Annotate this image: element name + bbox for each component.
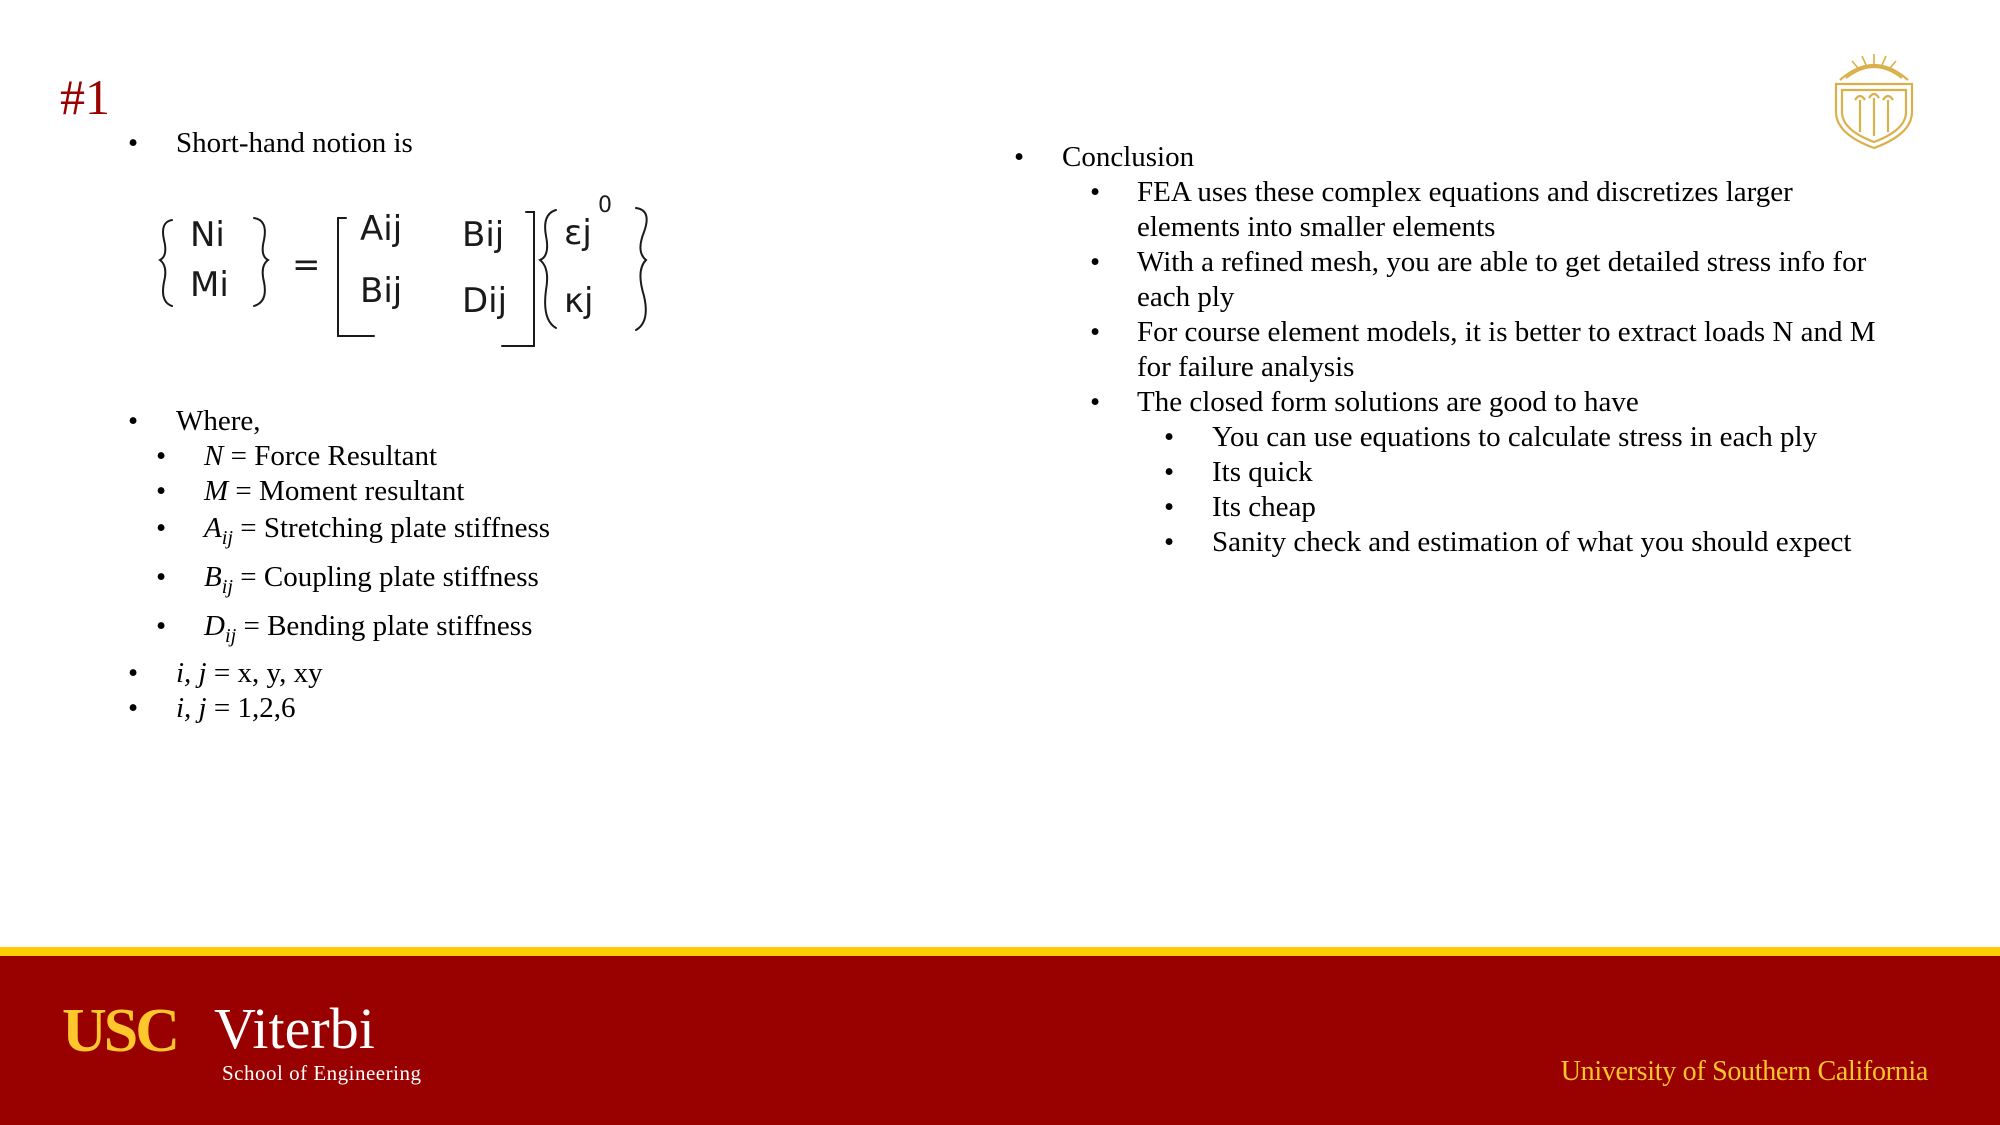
bullet: • — [1014, 141, 1025, 173]
definition-subscript: ij — [221, 527, 233, 550]
bullet: • — [1090, 176, 1101, 208]
definition-symbol: B — [204, 561, 222, 594]
matrix-b-bottom: Bij — [360, 271, 403, 311]
index-text: = x, y, xy — [206, 657, 323, 690]
definition-text: = Coupling plate stiffness — [233, 561, 539, 594]
left-definitions — [128, 404, 928, 726]
equation-rhs-bottom: κj — [564, 281, 594, 321]
list-item — [128, 474, 928, 509]
conclusion-subitem: Its cheap — [1212, 491, 1316, 523]
list-item — [1014, 245, 1894, 315]
list-item — [1014, 490, 1894, 525]
viterbi-logo-text: Viterbi — [214, 996, 375, 1061]
bullet: • — [156, 475, 167, 507]
bullet: • — [1090, 246, 1101, 278]
definition-symbol: A — [204, 512, 222, 544]
conclusion-item: With a refined mesh, you are able to get detailed stress info for each ply — [1137, 246, 1867, 313]
definition-subscript: ij — [221, 576, 233, 599]
matrix-b-top: Bij — [462, 215, 505, 255]
bullet: • — [128, 657, 139, 690]
equation-equals: = — [292, 245, 321, 285]
list-item — [1014, 455, 1894, 490]
bullet: • — [1090, 316, 1101, 348]
matrix-d: Dij — [462, 281, 508, 321]
index-symbol: i, j — [176, 692, 207, 725]
list-item — [128, 691, 928, 726]
index-symbol: i, j — [176, 657, 207, 690]
conclusion-subitem: Sanity check and estimation of what you should expect — [1212, 526, 1852, 558]
university-name: University of Southern California — [1560, 1056, 1928, 1087]
list-item — [128, 609, 928, 654]
list-item — [1014, 315, 1894, 385]
conclusion-item: FEA uses these complex equations and discretizes larger elements into smaller elements — [1137, 176, 1793, 243]
matrix-a: Aij — [360, 209, 403, 249]
bullet: • — [1164, 421, 1175, 453]
list-item — [128, 560, 928, 605]
list-item — [128, 439, 928, 474]
list-item — [128, 656, 928, 691]
school-name: School of Engineering — [222, 1061, 422, 1085]
definition-symbol: M — [204, 475, 229, 507]
definition-subscript: ij — [224, 625, 237, 648]
definition-symbol: D — [204, 610, 225, 643]
bullet: • — [1090, 386, 1101, 418]
conclusion-item: The closed form solutions are good to have — [1137, 386, 1639, 418]
intro-text: Short-hand notion is — [176, 127, 413, 159]
equation-rhs-top: εj — [564, 213, 592, 253]
bullet: • — [128, 692, 139, 725]
where-label: Where, — [176, 405, 261, 437]
definition-text: = Moment resultant — [228, 475, 465, 507]
bullet: • — [1164, 491, 1175, 523]
right-column — [1014, 140, 1894, 560]
bullet: • — [128, 127, 139, 159]
list-item — [1014, 525, 1894, 560]
conclusion-heading: Conclusion — [1062, 141, 1195, 173]
footer-gold-stripe — [0, 947, 2000, 956]
left-column — [128, 126, 928, 161]
bullet: • — [156, 561, 167, 594]
bullet: • — [1164, 456, 1175, 488]
conclusion-subitem: You can use equations to calculate stress in each ply — [1212, 421, 1818, 453]
definition-symbol: N — [204, 440, 224, 472]
list-item — [128, 404, 928, 439]
slide-number: #1 — [60, 69, 110, 125]
equation-lhs-bottom: Mi — [190, 265, 229, 305]
bullet: • — [156, 610, 167, 643]
list-item — [128, 511, 928, 556]
usc-seal-icon — [1822, 52, 1926, 150]
definition-text: = Force Resultant — [223, 440, 438, 472]
conclusion-item: For course element models, it is better to extract loads N and M for failure analysis — [1137, 316, 1876, 383]
list-item — [1014, 420, 1894, 455]
conclusion-subitem: Its quick — [1212, 456, 1313, 488]
list-item — [128, 126, 928, 161]
definition-text: = Stretching plate stiffness — [233, 512, 551, 544]
list-item — [1014, 175, 1894, 245]
usc-logo-text: USC — [62, 997, 178, 1065]
list-item — [1014, 385, 1894, 420]
equation-lhs-top: Ni — [190, 215, 225, 255]
index-text: = 1,2,6 — [206, 692, 296, 725]
definition-text: = Bending plate stiffness — [236, 610, 533, 643]
bullet: • — [1164, 526, 1175, 558]
bullet: • — [128, 405, 139, 437]
list-item — [1014, 140, 1894, 175]
bullet: • — [156, 512, 167, 544]
matrix-equation — [150, 190, 660, 360]
equation-rhs-superscript: 0 — [598, 193, 612, 218]
bullet: • — [156, 440, 167, 472]
